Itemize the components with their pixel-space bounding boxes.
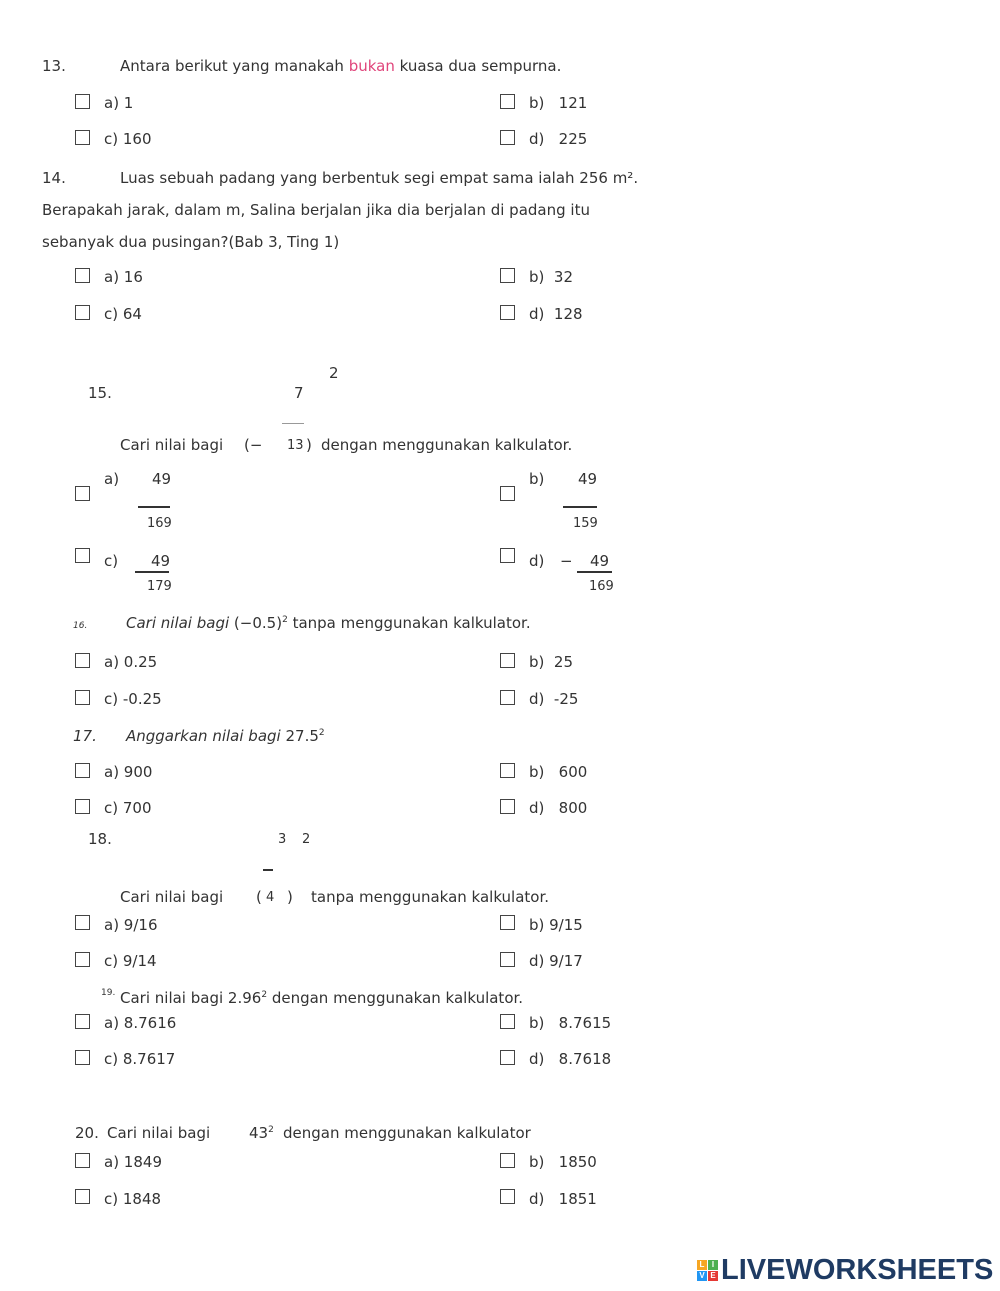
q16-option-b-label: b) 25 — [529, 653, 573, 671]
q20-exponent: 2 — [268, 1125, 274, 1135]
q15-option-c-label: c) — [104, 552, 119, 570]
q18-number: 18. — [88, 830, 112, 848]
q17-number: 17. — [73, 727, 97, 745]
q13-option-d-checkbox[interactable] — [500, 130, 515, 145]
q13-option-c-checkbox[interactable] — [75, 130, 90, 145]
q15-option-d-sign: − — [560, 552, 573, 570]
q16-option-a-checkbox[interactable] — [75, 653, 90, 668]
q17-option-b-checkbox[interactable] — [500, 763, 515, 778]
q19-option-d-label: d) 8.7618 — [529, 1050, 612, 1068]
q16-option-b-checkbox[interactable] — [500, 653, 515, 668]
q16-stem-after: tanpa menggunakan kalkulator. — [292, 614, 531, 632]
q14-option-a-label: a) 16 — [104, 268, 143, 286]
q13-number: 13. — [42, 57, 66, 75]
q18-option-b-label: b) 9/15 — [529, 916, 583, 934]
q18-paren-close: ) — [287, 888, 293, 906]
q17-expr: 27.5 — [285, 727, 319, 745]
q14-option-d-checkbox[interactable] — [500, 305, 515, 320]
q13-option-c-label: c) 160 — [104, 130, 152, 148]
q20-option-a-label: a) 1849 — [104, 1153, 162, 1171]
q16-option-c-label: c) -0.25 — [104, 690, 162, 708]
q17-option-d-checkbox[interactable] — [500, 799, 515, 814]
q19-stem — [120, 991, 523, 1006]
logo-letter-i: I — [708, 1260, 718, 1270]
q20-option-a-checkbox[interactable] — [75, 1153, 90, 1168]
q15-numerator: 7 — [294, 384, 304, 402]
q18-option-d-checkbox[interactable] — [500, 952, 515, 967]
q13-option-a-checkbox[interactable] — [75, 94, 90, 109]
q15-stem-after: dengan menggunakan kalkulator. — [321, 436, 573, 454]
q17-option-b-label: b) 600 — [529, 763, 588, 781]
q16-option-d-checkbox[interactable] — [500, 690, 515, 705]
q13-option-b-checkbox[interactable] — [500, 94, 515, 109]
q18-option-c-label: c) 9/14 — [104, 952, 157, 970]
q14-option-d-label: d) 128 — [529, 305, 583, 323]
q19-option-c-label: c) 8.7617 — [104, 1050, 176, 1068]
logo-letter-e: E — [708, 1271, 718, 1281]
q19-stem-after: dengan menggunakan kalkulator. — [271, 989, 524, 1007]
q15-option-b-denominator: 159 — [573, 516, 598, 531]
q18-option-b-checkbox[interactable] — [500, 915, 515, 930]
q16-option-a-label: a) 0.25 — [104, 653, 158, 671]
q15-option-a-denominator: 169 — [147, 516, 172, 531]
q13-stem-after: kuasa dua sempurna. — [399, 57, 562, 75]
q14-option-a-checkbox[interactable] — [75, 268, 90, 283]
q15-option-d-fraction-bar — [577, 571, 612, 573]
q16-stem — [126, 616, 531, 631]
q20-stem-after: dengan menggunakan kalkulator — [283, 1124, 531, 1142]
q17-stem-italic: Anggarkan nilai bagi — [126, 727, 281, 745]
q15-option-a-label: a) — [104, 470, 120, 488]
q13-stem — [120, 59, 561, 74]
q17-option-c-label: c) 700 — [104, 799, 152, 817]
q18-stem-before: Cari nilai bagi — [120, 888, 224, 906]
q20-option-d-label: d) 1851 — [529, 1190, 597, 1208]
q16-expr: (−0.5) — [233, 614, 283, 632]
q20-expr: 43 — [249, 1124, 269, 1142]
q15-option-c-checkbox[interactable] — [75, 548, 90, 563]
q16-option-d-label: d) -25 — [529, 690, 579, 708]
q15-option-d-label: d) — [529, 552, 545, 570]
q17-stem — [126, 729, 325, 744]
q20-option-c-label: c) 1848 — [104, 1190, 162, 1208]
q15-stem-before: Cari nilai bagi — [120, 436, 224, 454]
q17-option-a-checkbox[interactable] — [75, 763, 90, 778]
q15-option-a-fraction-bar — [138, 506, 170, 508]
q14-line1: Luas sebuah padang yang berbentuk segi empat sama ialah 256 m². — [120, 169, 639, 187]
q19-option-d-checkbox[interactable] — [500, 1050, 515, 1065]
q13-option-b-label: b) 121 — [529, 94, 588, 112]
q16-option-c-checkbox[interactable] — [75, 690, 90, 705]
q19-option-c-checkbox[interactable] — [75, 1050, 90, 1065]
q18-numerator: 3 — [278, 832, 287, 847]
q15-denominator: 13 — [287, 438, 304, 453]
q13-option-d-label: d) 225 — [529, 130, 588, 148]
q20-option-b-checkbox[interactable] — [500, 1153, 515, 1168]
q17-option-a-label: a) 900 — [104, 763, 153, 781]
q16-stem-italic: Cari nilai bagi — [126, 614, 230, 632]
q15-option-b-label: b) — [529, 470, 545, 488]
q20-option-b-label: b) 1850 — [529, 1153, 597, 1171]
q18-paren-open: ( — [256, 888, 262, 906]
q14-option-c-label: c) 64 — [104, 305, 142, 323]
q17-option-c-checkbox[interactable] — [75, 799, 90, 814]
q16-number: 16. — [73, 621, 88, 631]
q19-option-a-checkbox[interactable] — [75, 1014, 90, 1029]
liveworksheets-logo[interactable] — [697, 1255, 993, 1285]
q13-option-a-label: a) 1 — [104, 94, 134, 112]
q15-option-b-numerator: 49 — [578, 470, 598, 488]
q18-option-a-label: a) 9/16 — [104, 916, 158, 934]
q15-option-d-checkbox[interactable] — [500, 548, 515, 563]
q15-option-c-numerator: 49 — [151, 552, 171, 570]
logo-letter-l: L — [697, 1260, 707, 1270]
q18-exponent: 2 — [302, 832, 311, 847]
logo-letter-v: V — [697, 1271, 707, 1281]
q19-option-a-label: a) 8.7616 — [104, 1014, 177, 1032]
q15-option-a-checkbox[interactable] — [75, 486, 90, 501]
q15-number: 15. — [88, 384, 112, 402]
q15-option-c-fraction-bar — [135, 571, 169, 573]
q13-stem-highlight: bukan — [348, 57, 395, 75]
q16-exponent: 2 — [282, 615, 288, 625]
q19-option-b-label: b) 8.7615 — [529, 1014, 612, 1032]
q17-exponent: 2 — [318, 728, 325, 738]
q19-number: 19. — [101, 988, 116, 998]
q15-paren-open: (− — [244, 436, 263, 454]
q20-option-c-checkbox[interactable] — [75, 1189, 90, 1204]
q14-line3: sebanyak dua pusingan?(Bab 3, Ting 1) — [42, 233, 340, 251]
q20-number: 20. — [75, 1124, 99, 1142]
q18-option-c-checkbox[interactable] — [75, 952, 90, 967]
q15-fraction-bar — [282, 423, 304, 424]
q15-paren-close: ) — [306, 436, 312, 454]
q20-option-d-checkbox[interactable] — [500, 1189, 515, 1204]
q20-stem-before: Cari nilai bagi — [107, 1124, 211, 1142]
q14-option-b-label: b) 32 — [529, 268, 573, 286]
q18-option-a-checkbox[interactable] — [75, 915, 90, 930]
q14-option-b-checkbox[interactable] — [500, 268, 515, 283]
q18-denominator: 4 — [266, 890, 275, 905]
q19-exponent: 2 — [261, 990, 268, 1000]
q19-stem-before: Cari nilai bagi 2.96 — [120, 989, 262, 1007]
q15-exponent: 2 — [329, 364, 339, 382]
q20-expr-wrap — [249, 1126, 274, 1141]
q15-option-b-fraction-bar — [563, 506, 597, 508]
q15-option-b-checkbox[interactable] — [500, 486, 515, 501]
q15-option-d-numerator: 49 — [590, 552, 610, 570]
liveworksheets-logo-text: LIVEWORKSHEETS — [721, 1253, 994, 1286]
liveworksheets-logo-icon — [697, 1260, 718, 1281]
q18-option-d-label: d) 9/17 — [529, 952, 583, 970]
q14-line2: Berapakah jarak, dalam m, Salina berjalan jika dia berjalan di padang itu — [42, 201, 590, 219]
q14-option-c-checkbox[interactable] — [75, 305, 90, 320]
q15-option-a-numerator: 49 — [152, 470, 172, 488]
q18-stem-after: tanpa menggunakan kalkulator. — [311, 888, 550, 906]
q14-number: 14. — [42, 169, 66, 187]
q15-option-d-denominator: 169 — [589, 579, 614, 594]
q15-option-c-denominator: 179 — [147, 579, 172, 594]
q17-option-d-label: d) 800 — [529, 799, 588, 817]
q18-fraction-bar — [263, 869, 273, 871]
q13-stem-before: Antara berikut yang manakah — [120, 57, 344, 75]
q19-option-b-checkbox[interactable] — [500, 1014, 515, 1029]
